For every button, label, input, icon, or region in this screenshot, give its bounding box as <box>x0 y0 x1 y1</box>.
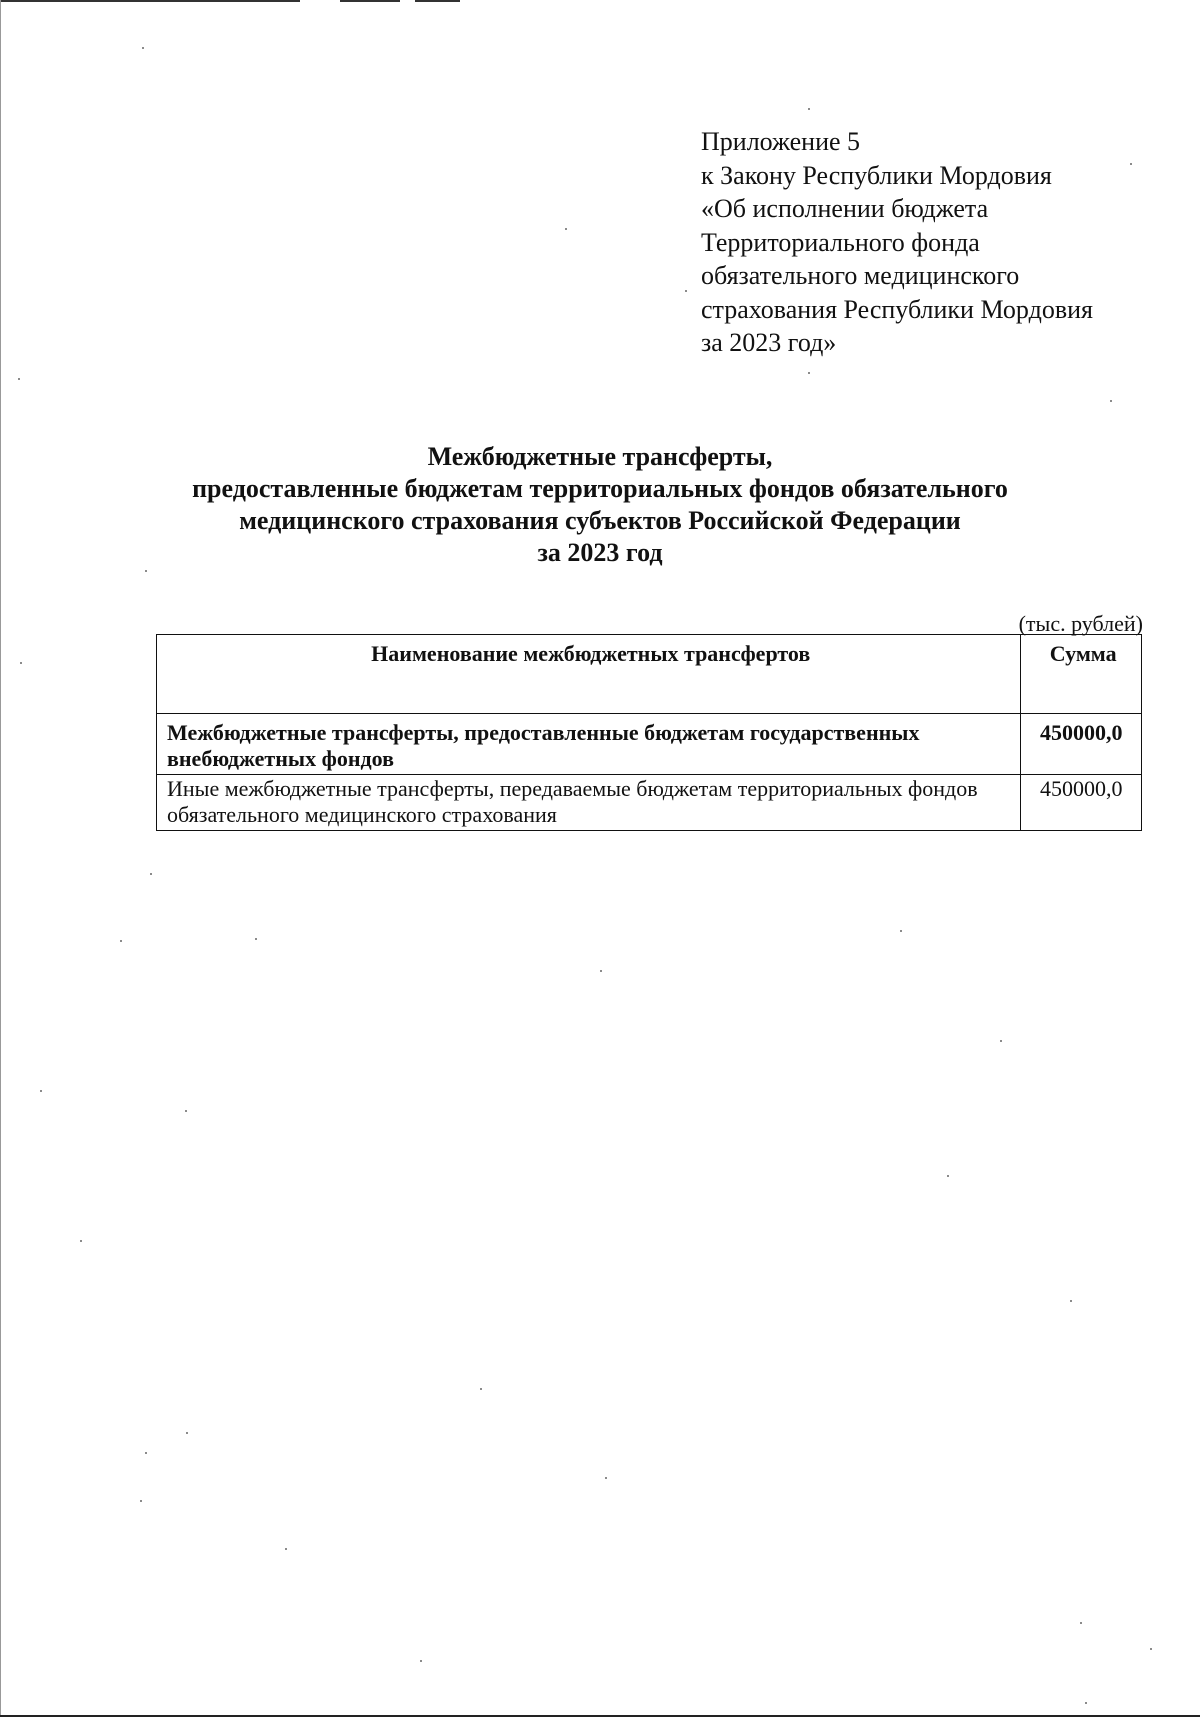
scan-speck <box>1080 1622 1082 1624</box>
scan-speck <box>808 372 810 374</box>
scan-speck <box>1070 1300 1072 1302</box>
transfers-table <box>156 634 1142 831</box>
appendix-line: за 2023 год» <box>701 328 837 357</box>
scan-speck <box>1000 1040 1002 1042</box>
scan-speck <box>140 1500 142 1502</box>
scan-speck <box>420 1660 422 1662</box>
title-line: Межбюджетные трансферты, <box>427 442 773 471</box>
scan-speck <box>40 1090 42 1092</box>
scan-speck <box>900 930 902 932</box>
scan-speck <box>480 1388 482 1390</box>
scan-speck <box>145 570 147 572</box>
scan-speck <box>142 47 144 49</box>
scan-speck <box>947 1175 949 1177</box>
scan-speck <box>18 378 20 380</box>
scan-speck <box>20 662 22 664</box>
scan-speck <box>1085 1702 1087 1704</box>
row-name: Межбюджетные трансферты, предоставленные бюджетам государственных внебюджетных фондов <box>157 714 1021 775</box>
table-row <box>157 775 1142 831</box>
scan-speck <box>255 938 257 940</box>
scan-speck <box>186 1432 188 1434</box>
title-line: предоставленные бюджетам территориальных фондов обязательного <box>192 474 1008 503</box>
row-sum: 450000,0 <box>1021 775 1142 831</box>
units-label: (тыс. рублей) <box>1018 611 1143 636</box>
scan-speck <box>185 1110 187 1112</box>
document-title <box>150 441 1050 569</box>
scan-speck <box>145 1452 147 1454</box>
appendix-line: Территориального фонда <box>701 227 980 257</box>
appendix-line: к Закону Республики Мордовия <box>701 160 1052 190</box>
appendix-header <box>701 125 1141 360</box>
scan-speck <box>808 108 810 110</box>
appendix-line: страхования Республики Мордовия <box>701 294 1093 324</box>
scan-speck <box>1130 163 1132 165</box>
scan-speck <box>80 1240 82 1242</box>
scan-speck <box>1150 1648 1152 1650</box>
row-name: Иные межбюджетные трансферты, передаваемые бюджетам территориальных фондов обязательного медицинского страхования <box>157 775 1021 831</box>
header-name: Наименование межбюджетных трансфертов <box>157 635 1021 714</box>
header-sum: Сумма <box>1021 635 1142 714</box>
scan-speck <box>600 970 602 972</box>
scan-speck <box>285 1548 287 1550</box>
scan-edge-line <box>415 0 460 2</box>
appendix-line: Приложение 5 <box>701 127 861 156</box>
appendix-line: обязательного медицинского <box>701 261 1020 290</box>
title-line: медицинского страхования субъектов Российской Федерации <box>239 506 961 535</box>
appendix-line: «Об исполнении бюджета <box>701 194 989 223</box>
scan-speck <box>120 940 122 942</box>
title-line: за 2023 год <box>537 538 663 567</box>
scan-speck <box>605 1477 607 1479</box>
scan-edge-line <box>0 0 300 2</box>
table-header-row <box>157 635 1142 714</box>
scan-left-edge <box>0 0 1 1717</box>
scan-speck <box>565 228 567 230</box>
row-sum: 450000,0 <box>1021 714 1142 775</box>
scan-speck <box>1110 400 1112 402</box>
table-row <box>157 714 1142 775</box>
scan-edge-line <box>340 0 400 2</box>
scan-speck <box>150 873 152 875</box>
scan-speck <box>685 290 687 292</box>
